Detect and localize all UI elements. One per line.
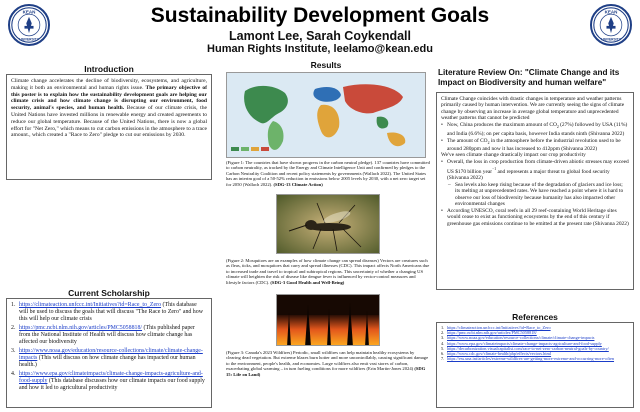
svg-text:UNIVERSITY: UNIVERSITY [601, 37, 621, 42]
scholarship-item: 4. https://www.epa.gov/climateimpacts/climate-change-impacts-agriculture-and-food-supply (This database discusses how our climate impacts our food supply and how it led to agricultural productivity [11, 371, 205, 391]
introduction-heading: Introduction [84, 64, 134, 74]
scholarship-link[interactable]: https://www.epa.gov/climateimpacts/climate-change-impacts-agriculture-and-food-supply [19, 371, 203, 384]
figure-1-map [226, 72, 426, 158]
reference-item: 5. https://decarbonization.visualcapitalist.com/race-to-net-zero-carbon-neutral-goals-by-country/ [441, 345, 609, 351]
reference-link[interactable]: https://decarbonization.visualcapitalist.com/race-to-net-zero-carbon-neutral-goals-by-country/ [447, 345, 609, 351]
svg-text:KEAN: KEAN [604, 9, 618, 15]
references-heading: References [512, 312, 558, 322]
literature-review-heading: Literature Review On: "Climate Change and its Impact on Biodiversity and human welfare" [438, 68, 620, 87]
poster-title: Sustainability Development Goals [150, 4, 490, 27]
scholarship-item: 1. https://climateaction.unfccc.int/Initiatives?id=Race_to_Zero (This database will be used to discuss the goals that will discuss "The Race to Zero" and how this will help our climate crisis [11, 302, 203, 322]
references-box [436, 322, 634, 408]
reference-link[interactable]: https://www.epa.gov/climateimpacts/climate-change-impacts-agriculture-and-food-supply [447, 340, 602, 346]
kean-university-logo-right [590, 4, 632, 46]
scholarship-link[interactable]: https://pmc.ncbi.nlm.nih.gov/articles/PMC5058818/ [19, 325, 143, 331]
world-map-image [227, 73, 426, 158]
poster-authors: Lamont Lee, Sarah Coykendall [229, 29, 411, 43]
scholarship-link[interactable]: https://www.noaa.gov/education/resource-collections/climate/climate-change-impacts [19, 348, 203, 361]
scholarship-item: 3. https://www.noaa.gov/education/resource-collections/climate/climate-change-impacts (This will discuss on how climate change has impacted our human health.) [11, 348, 203, 368]
literature-review-box [436, 92, 634, 290]
reference-item: 3. https://www.noaa.gov/education/resource-collections/climate/climate-change-impacts [441, 335, 595, 341]
lit-sub-bullet: – Sea levels also keep rising because of the degradation of glaciers and ice loss; its melting at unprecedented rates. We have reached a point where it is hard to observe our loss of biodiversity because humanity has also impacted other environmental changes [441, 182, 629, 208]
kean-seal-icon [592, 6, 630, 44]
figure-2-caption: (Figure 2: Mosquitoes are an examples of how climate change can spread diseases) Vectors are creatures such as fleas, ticks, and mosquitoes that carry and spread illnesses (CDC). This impact affects North Americans due to increased trade and travel to tropical and subtropical regions. This uncertainty of whether a changing US climate will heighten the risk of disease like dengue fever is influenced by vector-control measures and lifestyle factors (CDC). (SDG-3 Good Health and Well-Being) [226, 258, 430, 285]
kean-university-logo-left [8, 4, 50, 46]
figure-3-wildfire [276, 294, 380, 346]
scholarship-link[interactable]: https://climateaction.unfccc.int/Initiatives?id=Race_to_Zero [19, 302, 162, 308]
references-list [437, 323, 633, 363]
reference-item: 1. https://climateaction.unfccc.int/Initiatives?id=Race_to_Zero [441, 325, 551, 330]
reference-item: 2. https://pmc.ncbi.nlm.nih.gov/articles/PMC5058818/ [441, 330, 537, 336]
current-scholarship-box [6, 298, 212, 408]
kean-seal-icon [10, 6, 48, 44]
svg-text:KEAN: KEAN [22, 9, 36, 15]
lit-bullet: • The amount of $CO_2$ in the atmosphere before the industrial revolution used to be around 280ppm and now it has increased to 412ppm (Shivanna 2022) [441, 138, 629, 153]
introduction-text: Climate change accelerates the decline of biodiversity, ecosystems, and agriculture, making it both an environmental and human rights issue. The primary objective of this poster is to explain how the sustainability development goals are helping our climate crisis and how climate change is disrupting our environment, food security, animal's species, and human health. Because of our climate crisis, the United Nations have invested millions in renewable energy and created agreements to reduce our global temperature. Because of the United Nations, there is now a global effort for "Net Zero," which means to cut carbon emissions in the atmosphere to a trace amount., which created a "Race to Zero" pledge to cut our emissions by 2030. [11, 78, 207, 139]
reference-link[interactable]: https://pmc.ncbi.nlm.nih.gov/articles/PMC5058818/ [447, 330, 537, 336]
literature-review-text: Climate Change coincides with drastic changes in temperature and weather patterns primarily caused by human intervention. We are currently seeing the signs of climate change by observing an increase in average global temperature and unprecedented weather patterns that cannot be predicted • Now, China produces the maximum amount of $CO_2$ (27%) followed by USA (11%) and India (6.6%); on per capita basis, however India stands ninth (Shivanna 2022) • The amount of $CO_2$ in the atmosphere before the industrial revolution used to be around 280ppm and now it has increased to 412ppm (Shivanna 2022) We've seen climate change drastically impact our crop productivity • Overall, the loss in crop production from climate-driven abiotic stresses may exceed US $170 billion year$^{-1}$ and represents a major threat to global food security (Shivanna 2022) – Sea levels also keep rising because of the degradation of glaciers and ice loss; its melting at unprecedented rates. We have reached a point where it is hard to observe our loss of biodiversity because humanity has also impacted other environmental changes • According UNESCO, coral reefs in all 29 reef-containing World Heritage sites would cease to exist as functioning ecosystems by the end of this century if greenhouse gas emissions continue to be emitted at the present rate (Shivanna 2022) [437, 93, 633, 230]
lit-bullet: • According UNESCO, coral reefs in all 29 reef-containing World Heritage sites would cease to exist as functioning ecosystems by the end of this century if greenhouse gas emissions continue to be emitted at the present rate (Shivanna 2022) [441, 208, 629, 227]
lit-bullet: • Overall, the loss in crop production from climate-driven abiotic stresses may exceed US $170 billion year$^{-1}$ and represents a major threat to global food security (Shivanna 2022) [441, 159, 629, 181]
figure-2-mosquito [276, 194, 380, 254]
current-scholarship-heading: Current Scholarship [68, 288, 150, 298]
introduction-box [6, 74, 212, 180]
poster-affiliation: Human Rights Institute, leelamo@kean.edu [207, 43, 433, 55]
reference-item: 4. https://www.epa.gov/climateimpacts/climate-change-impacts-agriculture-and-food-supply [441, 340, 602, 346]
figure-3-caption: (Figure 3: Canada's 2023 Wildfires) Periodic, small wildfires can help maintain healthy ecosystems by clearing dead vegetation. But extreme blazes burn hotter and more uncontrollably, causing significant damage to the environment, people's health, and economies. Large wildfires also emit vast stores of carbon, exacerbating global warming – in turn fueling conditions for more wildfires (Erin Martin-Jones 2024) (SDG 15: Life on Land) [226, 350, 429, 377]
reference-item: 7. https://ess.una.int/articles/extreme-wildfires-are-getting-more-extreme-and-occurring-more-often [441, 356, 615, 362]
wildfire-image [277, 295, 380, 346]
reference-link[interactable]: https://climateaction.unfccc.int/Initiatives?id=Race_to_Zero [447, 325, 551, 330]
scholarship-item: 2. https://pmc.ncbi.nlm.nih.gov/articles/PMC5058818/ (This published paper from the National Institute of Health will discuss how climate change has affected our biodiversity [11, 325, 195, 345]
results-heading: Results [310, 60, 342, 70]
reference-link[interactable]: https://www.noaa.gov/education/resource-collections/climate/climate-change-impacts [447, 335, 595, 341]
mosquito-image [277, 195, 380, 254]
svg-text:UNIVERSITY: UNIVERSITY [19, 37, 39, 42]
reference-link[interactable]: https://ess.una.int/articles/extreme-wildfires-are-getting-more-extreme-and-occurring-more-often [447, 356, 615, 362]
scholarship-list [7, 299, 211, 397]
figure-1-caption: (Figure 1: The countries that have shown progress in the carbon neutral pledge). 137 countries have committed to carbon neutrality, as tracked by the Energy and Climate Intelligence Unit and confirmed by pledges to the Carbon Neutrality Coalition and recent policy statements by governments (Wallach 2022). The United States has an interim goal of a 50-52% reduction in emissions below 2005 levels by 2030, with a net zero target set for 2050 (Wallach 2022). (SDG-13 Climate Action) [226, 160, 430, 187]
reference-item: 6. https://www.cdc.gov/climate-health/php/effects/vectors.html [441, 351, 552, 357]
reference-link[interactable]: https://www.cdc.gov/climate-health/php/effects/vectors.html [447, 351, 552, 357]
lit-bullet: • Now, China produces the maximum amount of $CO_2$ (27%) followed by USA (11%) and India (6.6%); on per capita basis, however India stands ninth (Shivanna 2022) [441, 122, 629, 137]
